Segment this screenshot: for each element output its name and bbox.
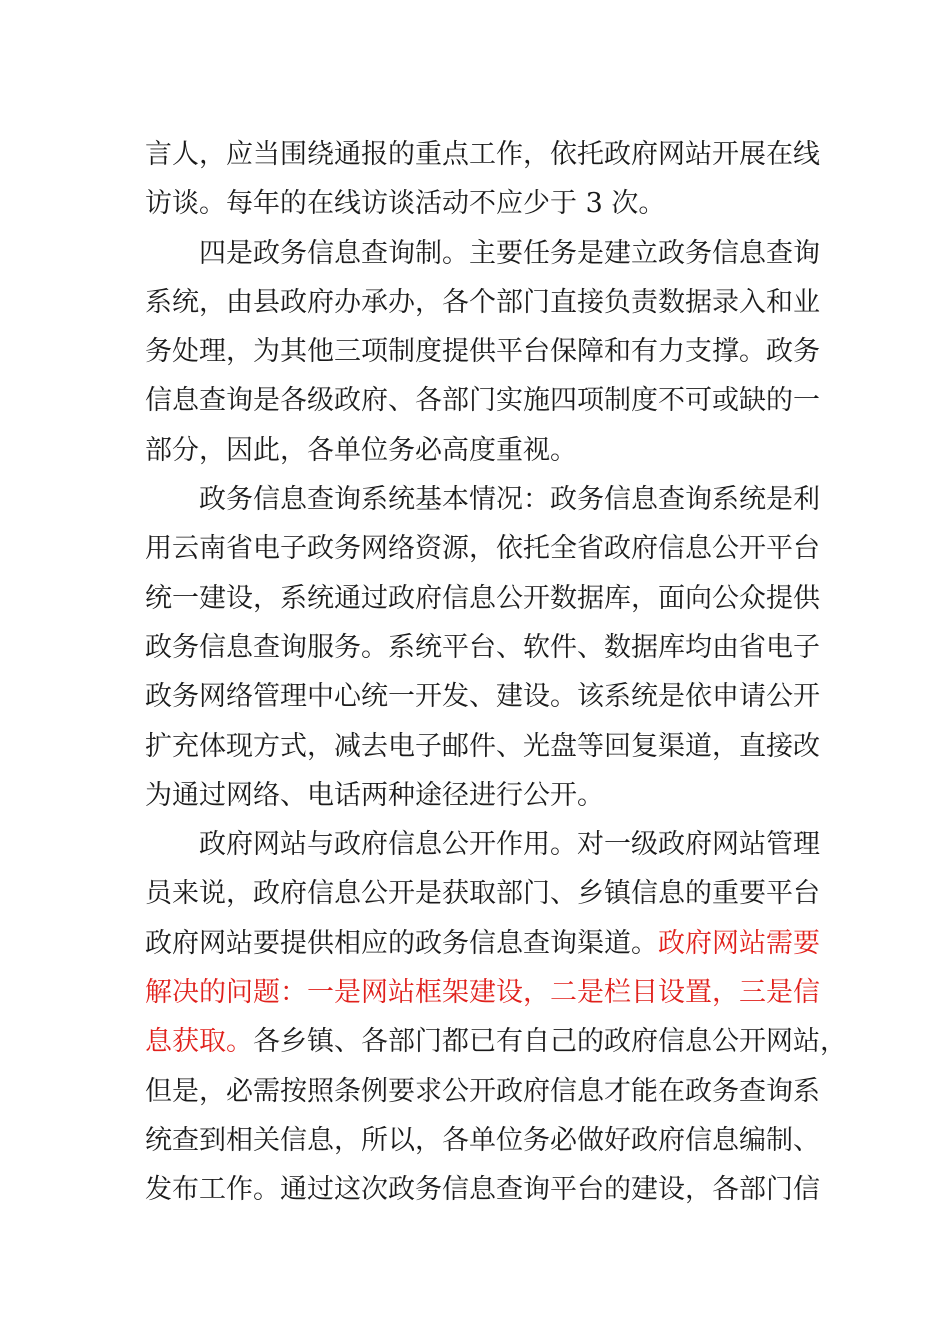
text-line xyxy=(145,1165,820,1214)
line-text: 用云南省电子政务网络资源，依托全省政府信息公开平台 xyxy=(145,533,820,565)
paragraph-start-line xyxy=(145,475,820,524)
text-line xyxy=(145,672,820,721)
line-text: 部分，因此，各单位务必高度重视。 xyxy=(145,434,577,466)
text-line xyxy=(145,376,820,425)
line-text: 统一建设，系统通过政府信息公开数据库，面向公众提供 xyxy=(145,582,820,614)
text-line xyxy=(145,179,815,228)
line-text: 各乡镇、各部门都已有自己的政府信息公开网站， xyxy=(253,1026,847,1058)
line-text: 政府网站要提供相应的政务信息查询渠道。 xyxy=(145,927,658,959)
line-text: 员来说，政府信息公开是获取部门、乡镇信息的重要平台 xyxy=(145,878,820,910)
text-line xyxy=(145,574,820,623)
highlighted-text: 政府网站需要 xyxy=(658,927,820,959)
text-line xyxy=(145,130,820,179)
line-text: 务处理，为其他三项制度提供平台保障和有力支撑。政务 xyxy=(145,336,820,368)
line-text: 系统，由县政府办承办，各个部门直接负责数据录入和业 xyxy=(145,286,820,318)
paragraph-start-line xyxy=(145,820,820,869)
text-line xyxy=(145,771,815,820)
line-text: 政务信息查询系统基本情况：政务信息查询系统是利 xyxy=(199,484,820,516)
line-text: 为通过网络、电话两种途径进行公开。 xyxy=(145,779,604,811)
text-line xyxy=(145,426,815,475)
text-line xyxy=(145,1067,820,1116)
line-text: 统查到相关信息，所以，各单位务必做好政府信息编制、 xyxy=(145,1124,820,1156)
line-text: 信息查询是各级政府、各部门实施四项制度不可或缺的一 xyxy=(145,385,820,417)
text-line xyxy=(145,968,820,1017)
text-line xyxy=(145,722,820,771)
text-line xyxy=(145,1017,847,1066)
line-text: 政务信息查询服务。系统平台、软件、数据库均由省电子 xyxy=(145,631,820,663)
text-line xyxy=(145,524,820,573)
text-line xyxy=(145,919,820,968)
line-text: 政府网站与政府信息公开作用。对一级政府网站管理 xyxy=(199,829,820,861)
line-text: 政务网络管理中心统一开发、建设。该系统是依申请公开 xyxy=(145,681,820,713)
text-line xyxy=(145,623,820,672)
line-text: 访谈。每年的在线访谈活动不应少于 3 次。 xyxy=(145,188,666,220)
text-line xyxy=(145,1116,820,1165)
text-line xyxy=(145,869,820,918)
paragraph-start-line xyxy=(145,229,820,278)
body-text xyxy=(145,130,847,1215)
text-line xyxy=(145,327,820,376)
line-text: 言人，应当围绕通报的重点工作，依托政府网站开展在线 xyxy=(145,139,820,170)
line-text: 扩充体现方式，减去电子邮件、光盘等回复渠道，直接改 xyxy=(145,730,820,762)
line-text: 但是，必需按照条例要求公开政府信息才能在政务查询系 xyxy=(145,1075,820,1107)
text-line xyxy=(145,278,820,327)
line-text: 发布工作。通过这次政务信息查询平台的建设，各部门信 xyxy=(145,1174,820,1206)
line-text: 四是政务信息查询制。主要任务是建立政务信息查询 xyxy=(199,237,820,269)
highlighted-text: 解决的问题：一是网站框架建设，二是栏目设置，三是信 xyxy=(145,977,820,1009)
highlighted-text: 息获取。 xyxy=(145,1026,253,1058)
